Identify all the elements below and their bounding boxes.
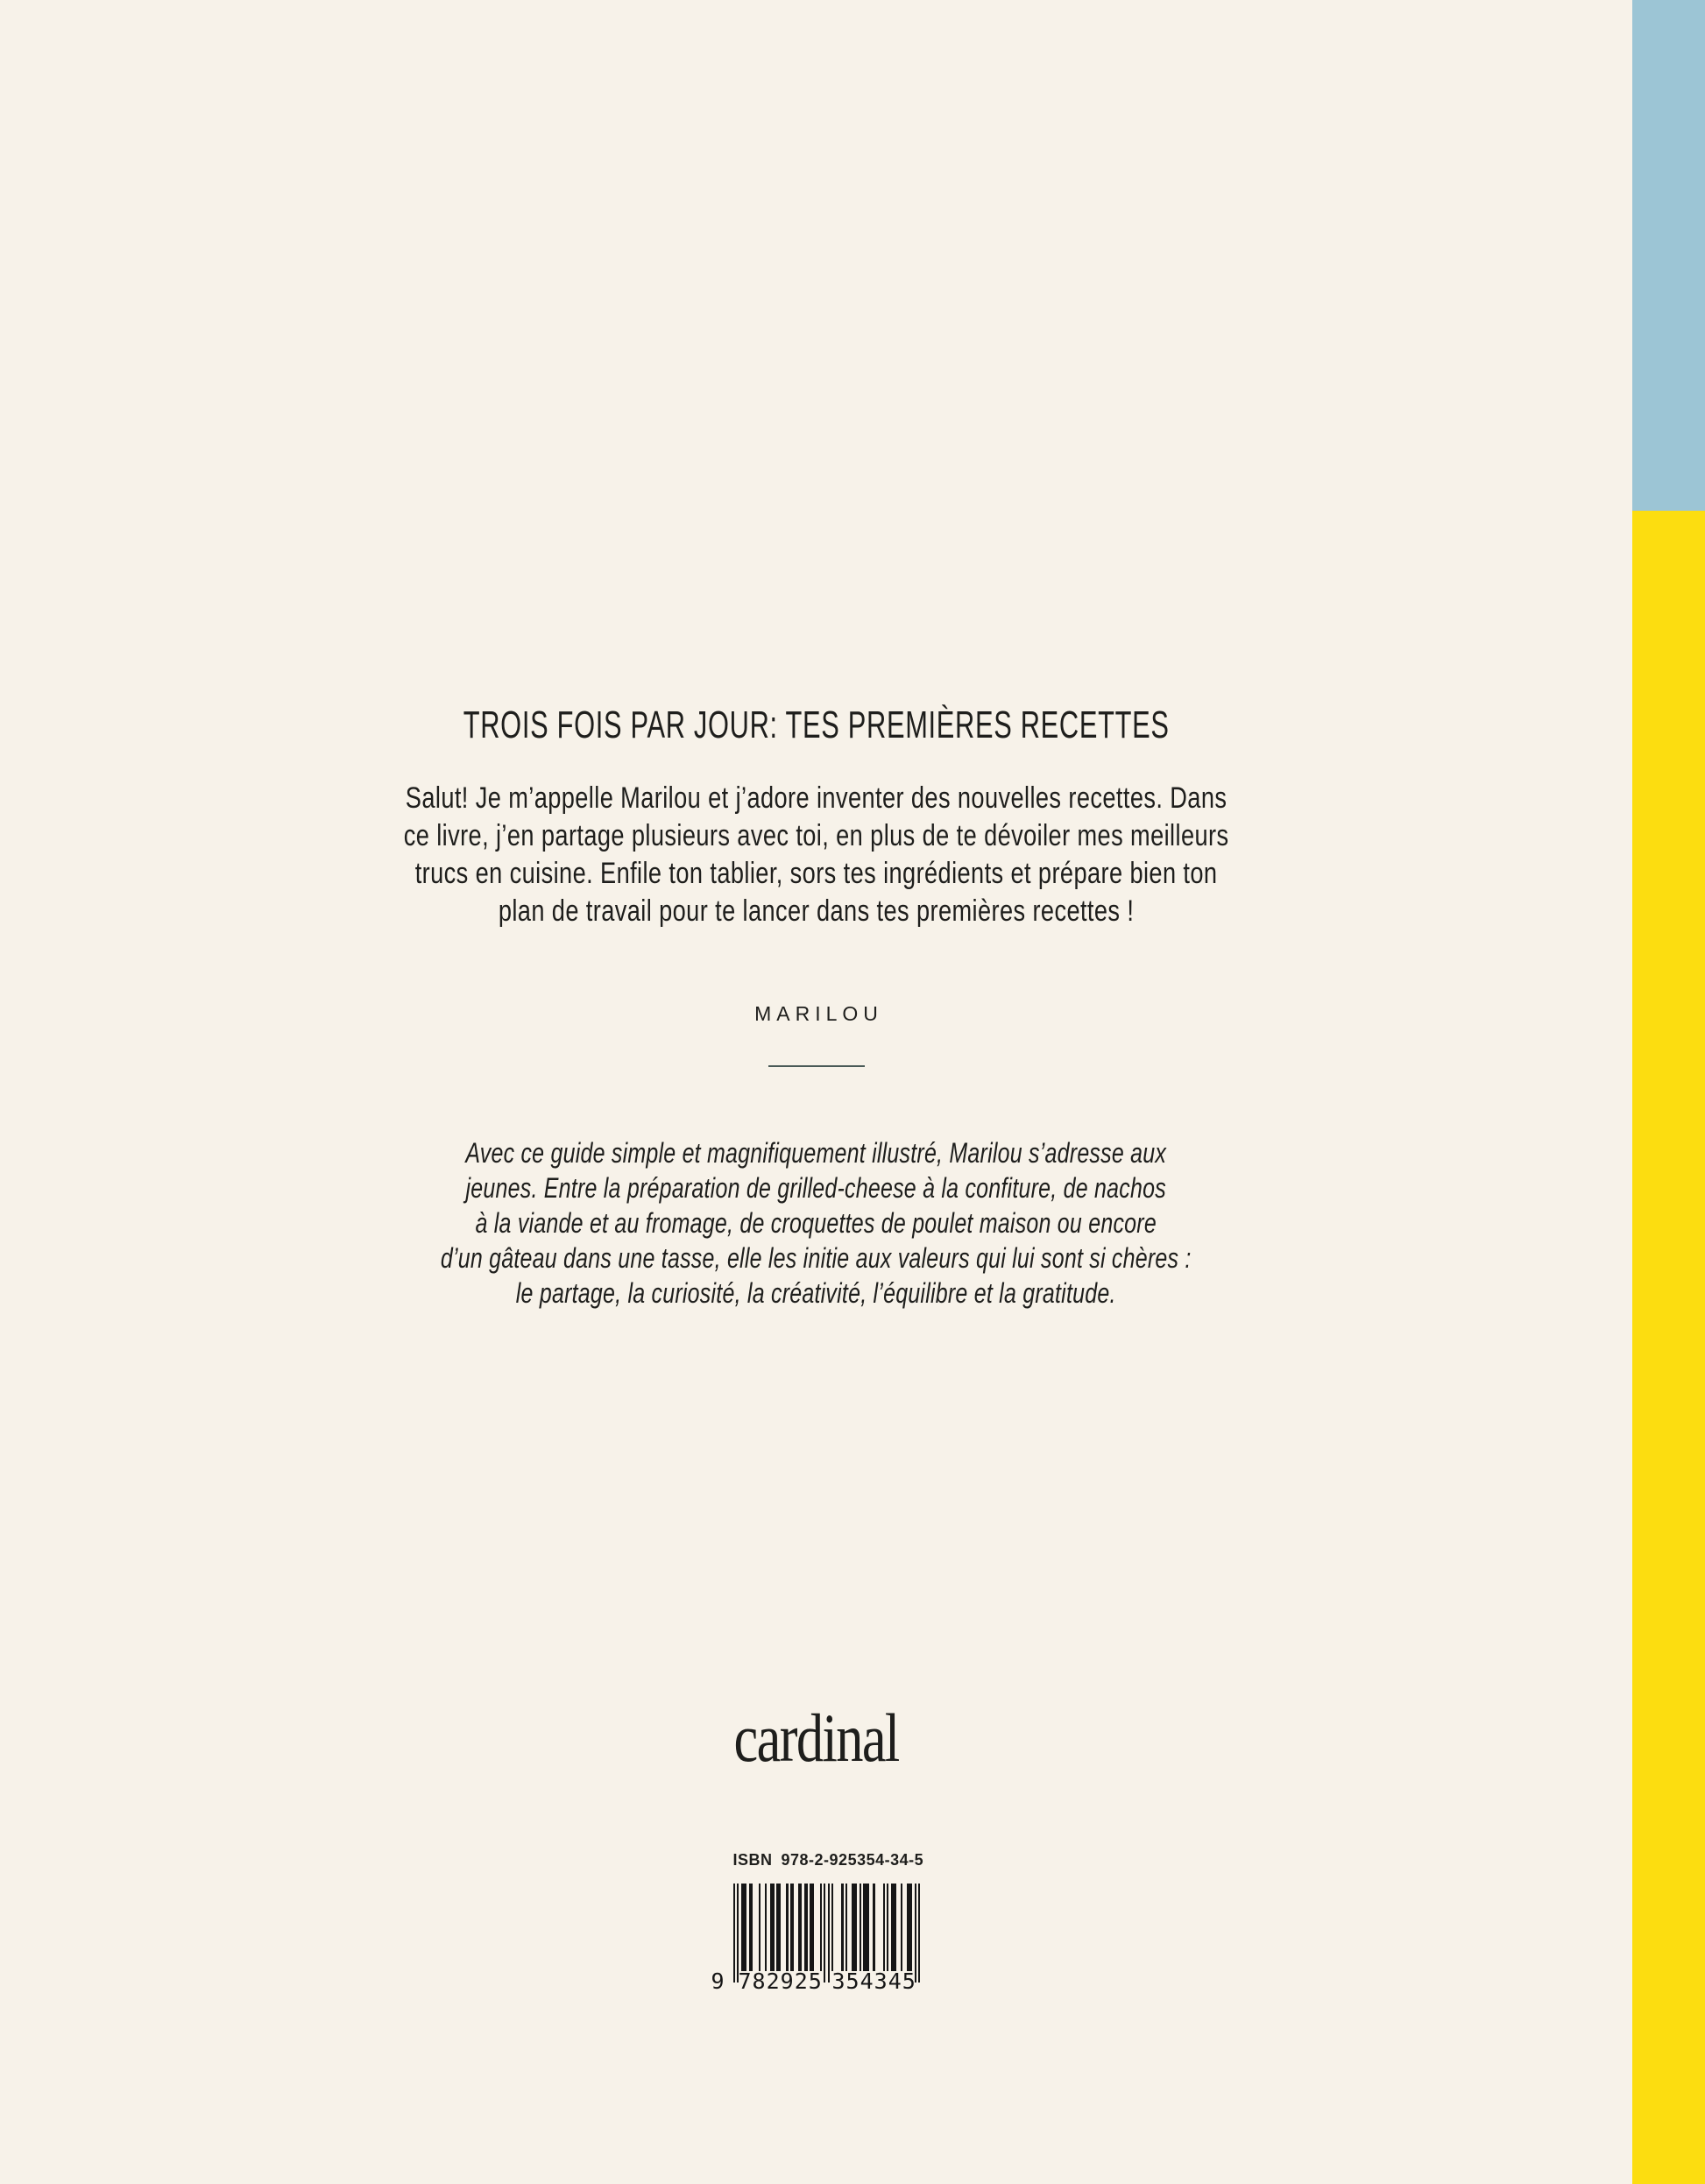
description-row — [0, 1135, 1632, 1311]
divider-rule — [768, 1065, 865, 1067]
divider-row — [0, 1065, 1632, 1081]
isbn-value: 978-2-925354-34-5 — [781, 1851, 924, 1869]
description-line: jeunes. Entre la préparation de grilled-cheese à la confiture, de nachos — [465, 1172, 1167, 1204]
intro-line: plan de travail pour te lancer dans tes premières recettes ! — [498, 894, 1135, 928]
barcode-digits-left: 782925 — [738, 1968, 823, 1994]
publisher-logo-row — [0, 1700, 1632, 1776]
description-line: à la viande et au fromage, de croquettes de poulet maison ou encore — [475, 1207, 1157, 1239]
description-line: d’un gâteau dans une tasse, elle les initie aux valeurs qui lui sont si chères : — [441, 1242, 1192, 1274]
author-name: MARILOU — [754, 1002, 883, 1025]
intro-paragraph — [404, 780, 1229, 930]
description-paragraph — [441, 1135, 1192, 1311]
description-line: le partage, la curiosité, la créativité, l’équilibre et la gratitude. — [516, 1277, 1116, 1309]
intro-row — [0, 780, 1632, 930]
isbn-line — [733, 1850, 922, 1869]
author-row — [0, 1004, 1632, 1025]
right-yellow-stripe — [1632, 511, 1705, 2184]
isbn-barcode-row — [0, 1850, 1632, 2011]
barcode-digits-right: 354345 — [831, 1968, 916, 1994]
top-right-blue-stripe — [1632, 0, 1705, 511]
title-row — [0, 703, 1632, 746]
intro-line: ce livre, j’en partage plusieurs avec toi, en plus de te dévoiler mes meilleurs — [403, 819, 1229, 852]
description-line: Avec ce guide simple et magnifiquement illustré, Marilou s’adresse aux — [465, 1137, 1167, 1169]
book-title: TROIS FOIS PAR JOUR: TES PREMIÈRES RECETTES — [463, 703, 1170, 746]
isbn-barcode-block — [711, 1850, 922, 2006]
publisher-logo: cardinal — [733, 1700, 899, 1776]
isbn-label: ISBN — [732, 1851, 773, 1869]
intro-line: Salut! Je m’appelle Marilou et j’adore inventer des nouvelles recettes. Dans — [405, 781, 1227, 815]
intro-line: trucs en cuisine. Enfile ton tablier, sors tes ingrédients et prépare bien ton — [414, 857, 1218, 890]
barcode-digit-leading: 9 — [711, 1968, 725, 1994]
